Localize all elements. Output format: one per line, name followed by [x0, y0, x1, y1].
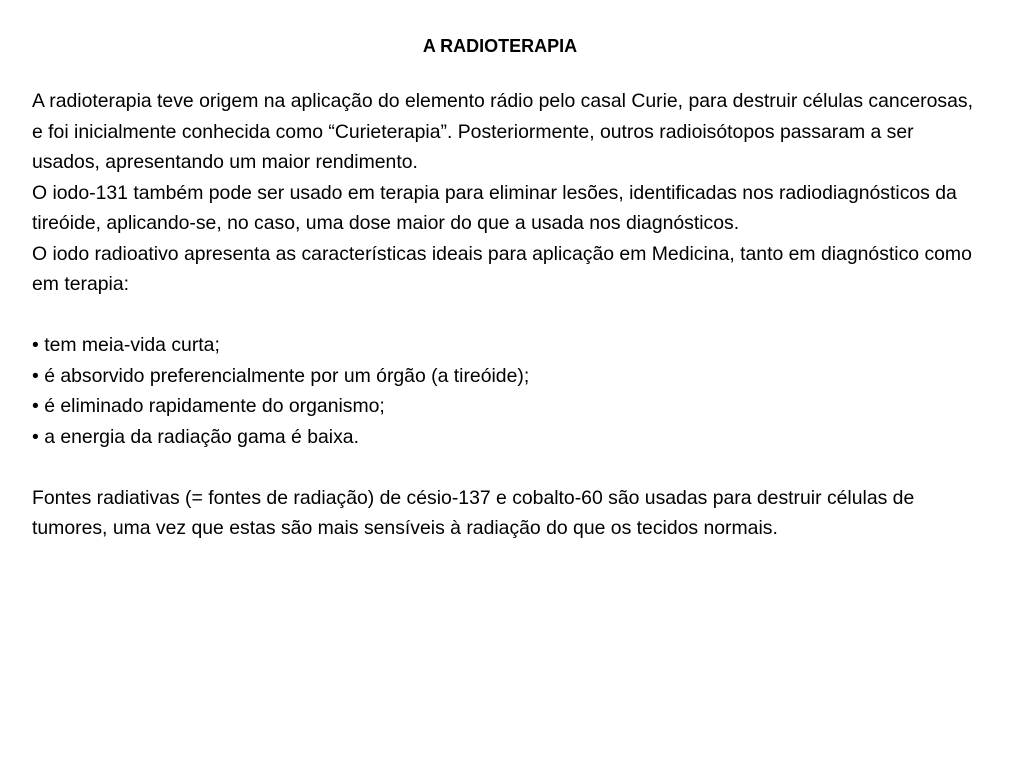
- characteristics-list: [32, 330, 982, 452]
- paragraph-iodine-therapy: O iodo-131 também pode ser usado em terapia para eliminar lesões, identificadas nos radiodiagnósticos da tireóide, aplicando-se, no caso, uma dose maior do que a usada nos diagnósticos.: [32, 181, 957, 234]
- list-item: • a energia da radiação gama é baixa.: [32, 422, 982, 453]
- spacer: [32, 300, 982, 331]
- list-item: • é absorvido preferencialmente por um órgão (a tireóide);: [32, 361, 982, 392]
- paragraph-iodine-characteristics: O iodo radioativo apresenta as características ideais para aplicação em Medicina, tanto em diagnóstico como em terapia:: [32, 242, 972, 295]
- paragraph-radiation-sources: Fontes radiativas (= fontes de radiação) de césio-137 e cobalto-60 são usadas para destruir células de tumores, uma vez que estas são mais sensíveis à radiação do que os tecidos normais.: [32, 486, 915, 539]
- spacer: [32, 452, 982, 483]
- list-item: • tem meia-vida curta;: [32, 330, 982, 361]
- list-item: • é eliminado rapidamente do organismo;: [32, 391, 982, 422]
- slide-body: [32, 86, 982, 544]
- paragraph-origin: A radioterapia teve origem na aplicação do elemento rádio pelo casal Curie, para destruir células cancerosas, e foi inicialmente conhecida como “Curieterapia”. Posteriormente, outros radioisótopos passaram a ser usados, apresentando um maior rendimento.: [32, 90, 973, 173]
- slide-title: A RADIOTERAPIA: [422, 36, 578, 56]
